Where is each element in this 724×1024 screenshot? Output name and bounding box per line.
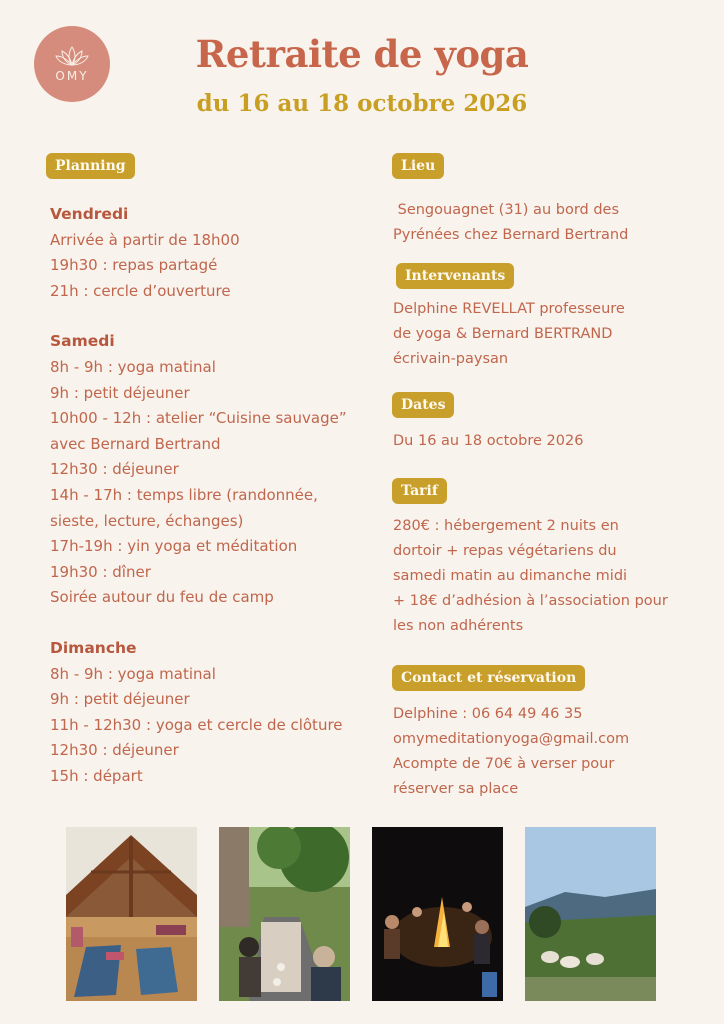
- schedule-line: 12h30 : déjeuner: [50, 460, 179, 479]
- intervenants-badge: Intervenants: [396, 263, 514, 289]
- lieu-badge: Lieu: [392, 153, 444, 179]
- schedule-line: avec Bernard Bertrand: [50, 434, 221, 453]
- contact-email: omymeditationyoga@gmail.com: [393, 731, 630, 747]
- schedule-line: 9h : petit déjeuner: [50, 383, 190, 402]
- day-title-vendredi: Vendredi: [50, 205, 129, 223]
- logo-text: OMY: [55, 69, 89, 83]
- tarif-line: dortoir + repas végétariens du: [393, 543, 617, 559]
- schedule-line: 14h - 17h : temps libre (randonnée,: [50, 485, 318, 504]
- outdoor-dinner-photo: [219, 827, 350, 1001]
- day-title-dimanche: Dimanche: [50, 638, 137, 657]
- contact-badge: Contact et réservation: [392, 665, 585, 691]
- mountain-sheep-photo: [525, 827, 656, 1001]
- schedule-line: 12h30 : déjeuner: [50, 741, 179, 760]
- schedule-line: 9h : petit déjeuner: [50, 690, 190, 709]
- page-title: Retraite de yoga: [195, 32, 529, 76]
- schedule-line: 10h00 - 12h : atelier “Cuisine sauvage”: [50, 409, 347, 428]
- schedule-line: 8h - 9h : yoga matinal: [50, 664, 216, 683]
- schedule-line: 19h30 : dîner: [50, 562, 151, 581]
- schedule-line: 17h-19h : yin yoga et méditation: [50, 537, 298, 556]
- schedule-line: 19h30 : repas partagé: [50, 256, 218, 275]
- tarif-line: 280€ : hébergement 2 nuits en: [393, 518, 619, 534]
- day-title-samedi: Samedi: [50, 332, 115, 351]
- intervenants-text: [393, 297, 683, 372]
- campfire-photo: [372, 827, 503, 1001]
- schedule-line: 21h : cercle d’ouverture: [50, 281, 231, 300]
- lieu-text: [393, 198, 683, 248]
- schedule-line: Soirée autour du feu de camp: [50, 588, 274, 607]
- tarif-text: [393, 514, 683, 639]
- planning-badge: Planning: [46, 153, 135, 179]
- tarif-line: samedi matin au dimanche midi: [393, 568, 628, 584]
- contact-line: réserver sa place: [393, 781, 519, 797]
- dates-badge: Dates: [392, 392, 454, 418]
- schedule-line: 11h - 12h30 : yoga et cercle de clôture: [50, 715, 343, 734]
- intervenants-line: de yoga & Bernard BERTRAND: [393, 326, 613, 342]
- schedule-line: 15h : départ: [50, 766, 143, 785]
- lieu-line: Sengouagnet (31) au bord des: [393, 202, 620, 218]
- schedule-line: Arrivée à partir de 18h00: [50, 230, 240, 249]
- tarif-badge: Tarif: [392, 478, 447, 504]
- dates-line: Du 16 au 18 octobre 2026: [393, 433, 584, 449]
- intervenants-line: écrivain-paysan: [393, 351, 509, 367]
- contact-phone: Delphine : 06 64 49 46 35: [393, 706, 583, 722]
- tarif-line: + 18€ d’adhésion à l’association pour: [393, 593, 668, 609]
- tarif-line: les non adhérents: [393, 618, 524, 634]
- intervenants-line: Delphine REVELLAT professeure: [393, 301, 625, 317]
- contact-text: [393, 702, 683, 802]
- lieu-line: Pyrénées chez Bernard Bertrand: [393, 227, 629, 243]
- yoga-room-photo: [66, 827, 197, 1001]
- contact-line: Acompte de 70€ à verser pour: [393, 756, 615, 772]
- page-subtitle: du 16 au 18 octobre 2026: [196, 90, 528, 117]
- dates-text: [393, 429, 683, 454]
- schedule-line: 8h - 9h : yoga matinal: [50, 357, 216, 376]
- schedule-line: sieste, lecture, échanges): [50, 511, 244, 530]
- planning-schedule: [50, 202, 370, 789]
